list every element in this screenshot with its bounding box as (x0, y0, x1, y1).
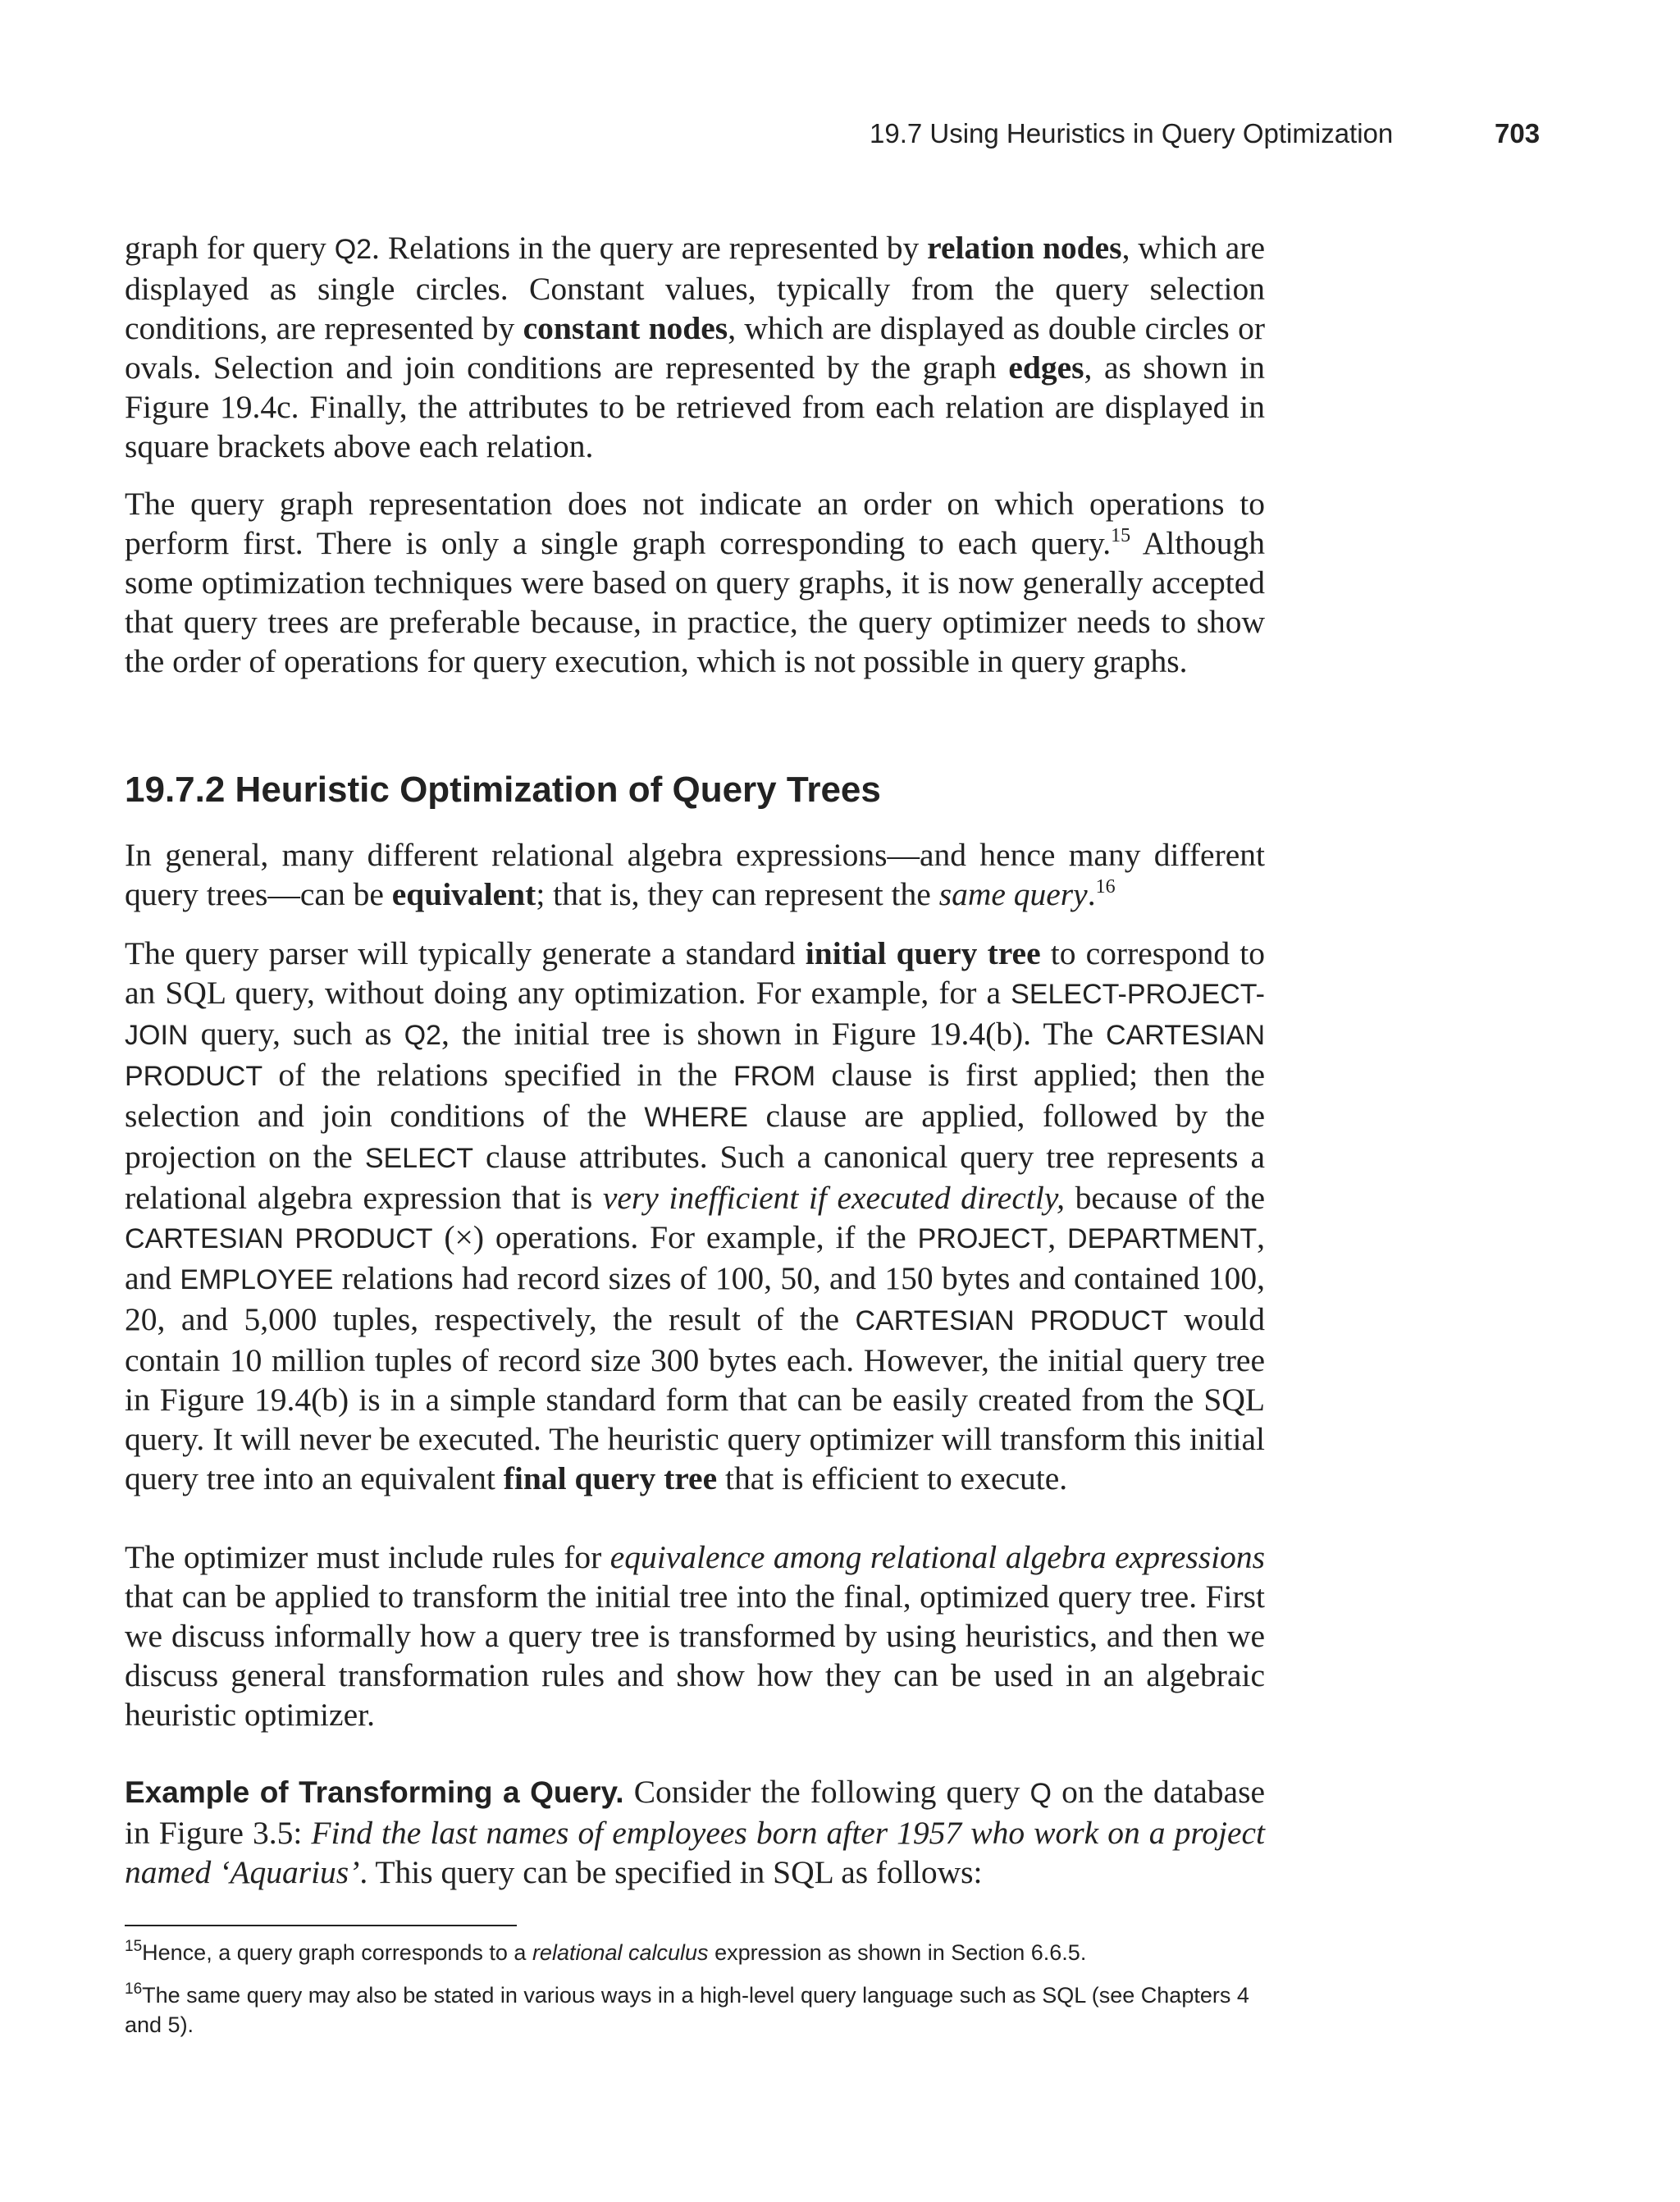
footnote-ref-16[interactable]: 16 (1095, 876, 1116, 898)
term-final-query-tree: final query tree (503, 1460, 718, 1496)
paragraph-transform-example: Example of Transforming a Query. Consider the following query Q on the database in Figure 3.5: Find the last names of employees born after 1957 who work on a project named ‘Aquarius’. This query can be specified in SQL as follows: (125, 1774, 1265, 1890)
footnote-ref-15[interactable]: 15 (1111, 525, 1131, 546)
running-head-title: 19.7 Using Heuristics in Query Optimization (870, 118, 1394, 148)
paragraph-query-graph-description: graph for query Q2. Relations in the query are represented by relation nodes, which are displayed as single circles. Constant values, typically from the query selection conditions, are represented by constant nodes, which are displayed as double circles or ovals. Selection and join conditions are represented by the graph edges, as shown in Figure 19.4c. Finally, the attributes to be retrieved from each relation are displayed in square brackets above each relation. (125, 230, 1266, 464)
term-equivalent: equivalent (391, 876, 536, 912)
term-same-query: same query (938, 876, 1088, 912)
term-relation-nodes: relation nodes (927, 230, 1122, 266)
query-name-q2: Q2 (334, 234, 372, 265)
paragraph-equivalent-trees: In general, many different relational algebra expressions—and hence many different query trees—can be equivalent; that is, they can represent the same query.$^{16}$ (125, 837, 1265, 912)
footnote-16: $^{16}$The same query may also be stated in various ways in a high-level query language such as SQL (see Chapters 4 and 5). (125, 1980, 1249, 2037)
subsection-runin-heading: Example of Transforming a Query. (125, 1775, 624, 1809)
footnote-divider (125, 1925, 517, 1926)
page-number: 703 (1495, 118, 1541, 148)
term-constant-nodes: constant nodes (523, 310, 728, 346)
term-initial-query-tree: initial query tree (805, 935, 1041, 971)
footnote-15: $^{15}$Hence, a query graph corresponds to a relational calculus expression as shown in Section 6.6.5. (125, 1938, 1087, 1965)
term-edges: edges (1008, 349, 1084, 386)
paragraph-initial-query-tree: The query parser will typically generate a standard initial query tree to correspond to an SQL query, without doing any optimization. For example, for a SELECT-PROJECT-JOIN query, such as Q2, the initial tree is shown in Figure 19.4(b). The CARTESIAN PRODUCT of the relations specified in the FROM clause is first applied; then the selection and join conditions of the WHERE clause are applied, followed by the projection on the SELECT clause attributes. Such a canonical query tree represents a relational algebra expression that is very inefficient if executed directly, because of the CARTESIAN PRODUCT (×) operations. For example, if the PROJECT, DEPARTMENT, and EMPLOYEE relations had record sizes of 100, 50, and 150 bytes and contained 100, 20, and 5,000 tuples, respectively, the result of the CARTESIAN PRODUCT would contain 10 million tuples of record size 300 bytes each. However, the initial query tree in Figure 19.4(b) is in a simple standard form that can be easily created from the SQL query. It will never be executed. The heuristic query optimizer will transform this initial query tree into an equivalent final query tree that is efficient to execute. (125, 935, 1266, 1496)
paragraph-query-graph-order: The query graph representation does not indicate an order on which operations to perform first. There is only a single graph corresponding to each query.$^{15}$ Although some optimization techniques were based on query graphs, it is now generally accepted that query trees are preferable because, in practice, the query optimizer needs to show the order of operations for query execution, which is not possible in query graphs. (125, 486, 1266, 679)
section-heading: 19.7.2 Heuristic Optimization of Query Trees (125, 770, 881, 810)
paragraph-optimizer-rules: The optimizer must include rules for equivalence among relational algebra expressions that can be applied to transform the initial tree into the final, optimized query tree. First we discuss informally how a query tree is transformed by using heuristics, and then we discuss general transformation rules and show how they can be used in an algebraic heuristic optimizer. (125, 1539, 1265, 1733)
